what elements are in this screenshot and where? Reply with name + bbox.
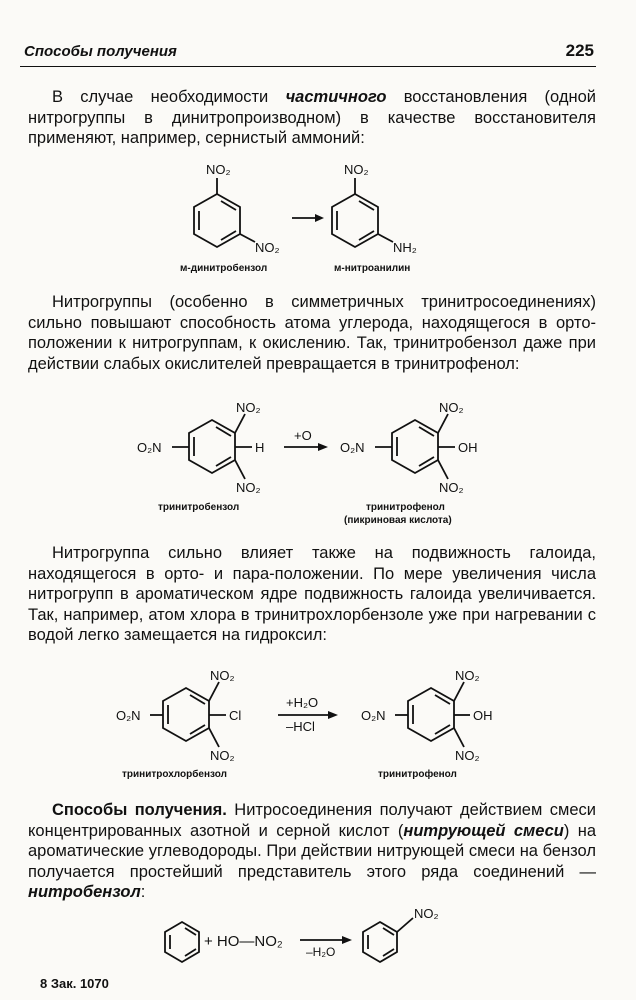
benzene-ring: [332, 194, 378, 247]
chlorine-atom: Cl: [229, 708, 242, 723]
signature-mark: 8 Зак. 1070: [40, 976, 109, 991]
benzene-ring: [194, 194, 240, 247]
scheme-chlorobenzene-hydrolysis: [0, 660, 636, 780]
scheme-benzene-nitration: [0, 902, 636, 972]
running-header: [20, 40, 596, 67]
section-heading: Способы получения.: [52, 801, 227, 819]
compound-label: тринитрофенол: [378, 769, 457, 780]
nitro-group: NO₂: [206, 162, 231, 177]
nitro-group: NO₂: [455, 748, 480, 763]
paragraph-partial-reduction: В случае необходимости частичного восстановления (одной нитрогруппы в динитропроизводном) в качестве восстановителя применяют, например, сернистый аммоний:: [28, 88, 596, 147]
reagent-water: +H₂O: [286, 695, 319, 710]
benzene-ring: [408, 688, 454, 741]
nitro-group: O₂N: [137, 440, 162, 455]
compound-label: м-динитробензол: [180, 263, 268, 274]
emphasis-partial: частичного: [285, 88, 387, 106]
hydrogen-atom: H: [255, 440, 265, 455]
nitro-group: NO₂: [414, 906, 439, 921]
nitro-group: NO₂: [439, 400, 464, 415]
emphasis-nitrobenzene: нитробензол: [28, 883, 141, 901]
nitro-group: NO₂: [344, 162, 369, 177]
nitro-group: NO₂: [455, 668, 480, 683]
scheme-trinitrobenzene-oxidation: [0, 390, 636, 530]
nitro-group: O₂N: [361, 708, 386, 723]
compound-label: тринитрофенол: [366, 502, 445, 513]
reagent-oxygen: +O: [294, 428, 312, 443]
benzene-ring: [392, 420, 438, 473]
nitro-group: NO₂: [236, 480, 261, 495]
nitro-group: NO₂: [255, 240, 280, 255]
paragraph-halogen-mobility: Нитрогруппа сильно влияет также на подвижность галоида, находящегося в орто- и пара-положении. По мере увеличения числа нитрогрупп в ароматическом ядре подвижность галоида увеличивается. Так, например, атом хлора в тринитрохлорбензоле уже при нагревании с водой легко замещается на гидроксил:: [28, 544, 596, 644]
compound-label: тринитрохлорбензол: [122, 769, 227, 780]
amino-group: NH₂: [393, 240, 417, 255]
hydroxyl-group: OH: [473, 708, 493, 723]
page-number: 225: [565, 41, 594, 60]
nitro-group: NO₂: [439, 480, 464, 495]
benzene-ring: [189, 420, 235, 473]
paragraph-oxidation: Нитрогруппы (особенно в симметричных тринитросоединениях) сильно повышают способность атома углерода, находящегося в орто-положении к нитрогруппам, к окислению. Так, тринитробензол даже при действии слабых окислителей превращается в тринитрофенол:: [28, 293, 596, 373]
scheme-dinitrobenzene-reduction: [0, 150, 636, 280]
byproduct-water: –H₂O: [306, 945, 336, 959]
benzene-ring: [163, 688, 209, 741]
hydroxyl-group: OH: [458, 440, 478, 455]
running-title: Способы получения: [24, 43, 177, 60]
nitro-group: NO₂: [236, 400, 261, 415]
emphasis-nitrating-mixture: нитрующей смеси: [403, 821, 564, 840]
nitro-group: O₂N: [116, 708, 141, 723]
nitro-group: NO₂: [210, 748, 235, 763]
reagent-nitric-acid: + HO—NO₂: [204, 933, 283, 950]
compound-label: (пикриновая кислота): [344, 515, 452, 526]
compound-label: м-нитроанилин: [334, 263, 411, 274]
paragraph-preparation-methods: Способы получения. Нитросоединения получают действием смеси концентрированных азотной и серной кислот (нитрующей смеси) на ароматические углеводороды. При действии нитрующей смеси на бензол получается простейший представитель этого ряда соединений — нитробензол:: [28, 801, 597, 901]
byproduct-hcl: –HCl: [286, 719, 315, 734]
nitro-group: NO₂: [210, 668, 235, 683]
compound-label: тринитробензол: [158, 502, 240, 513]
nitro-group: O₂N: [340, 440, 365, 455]
